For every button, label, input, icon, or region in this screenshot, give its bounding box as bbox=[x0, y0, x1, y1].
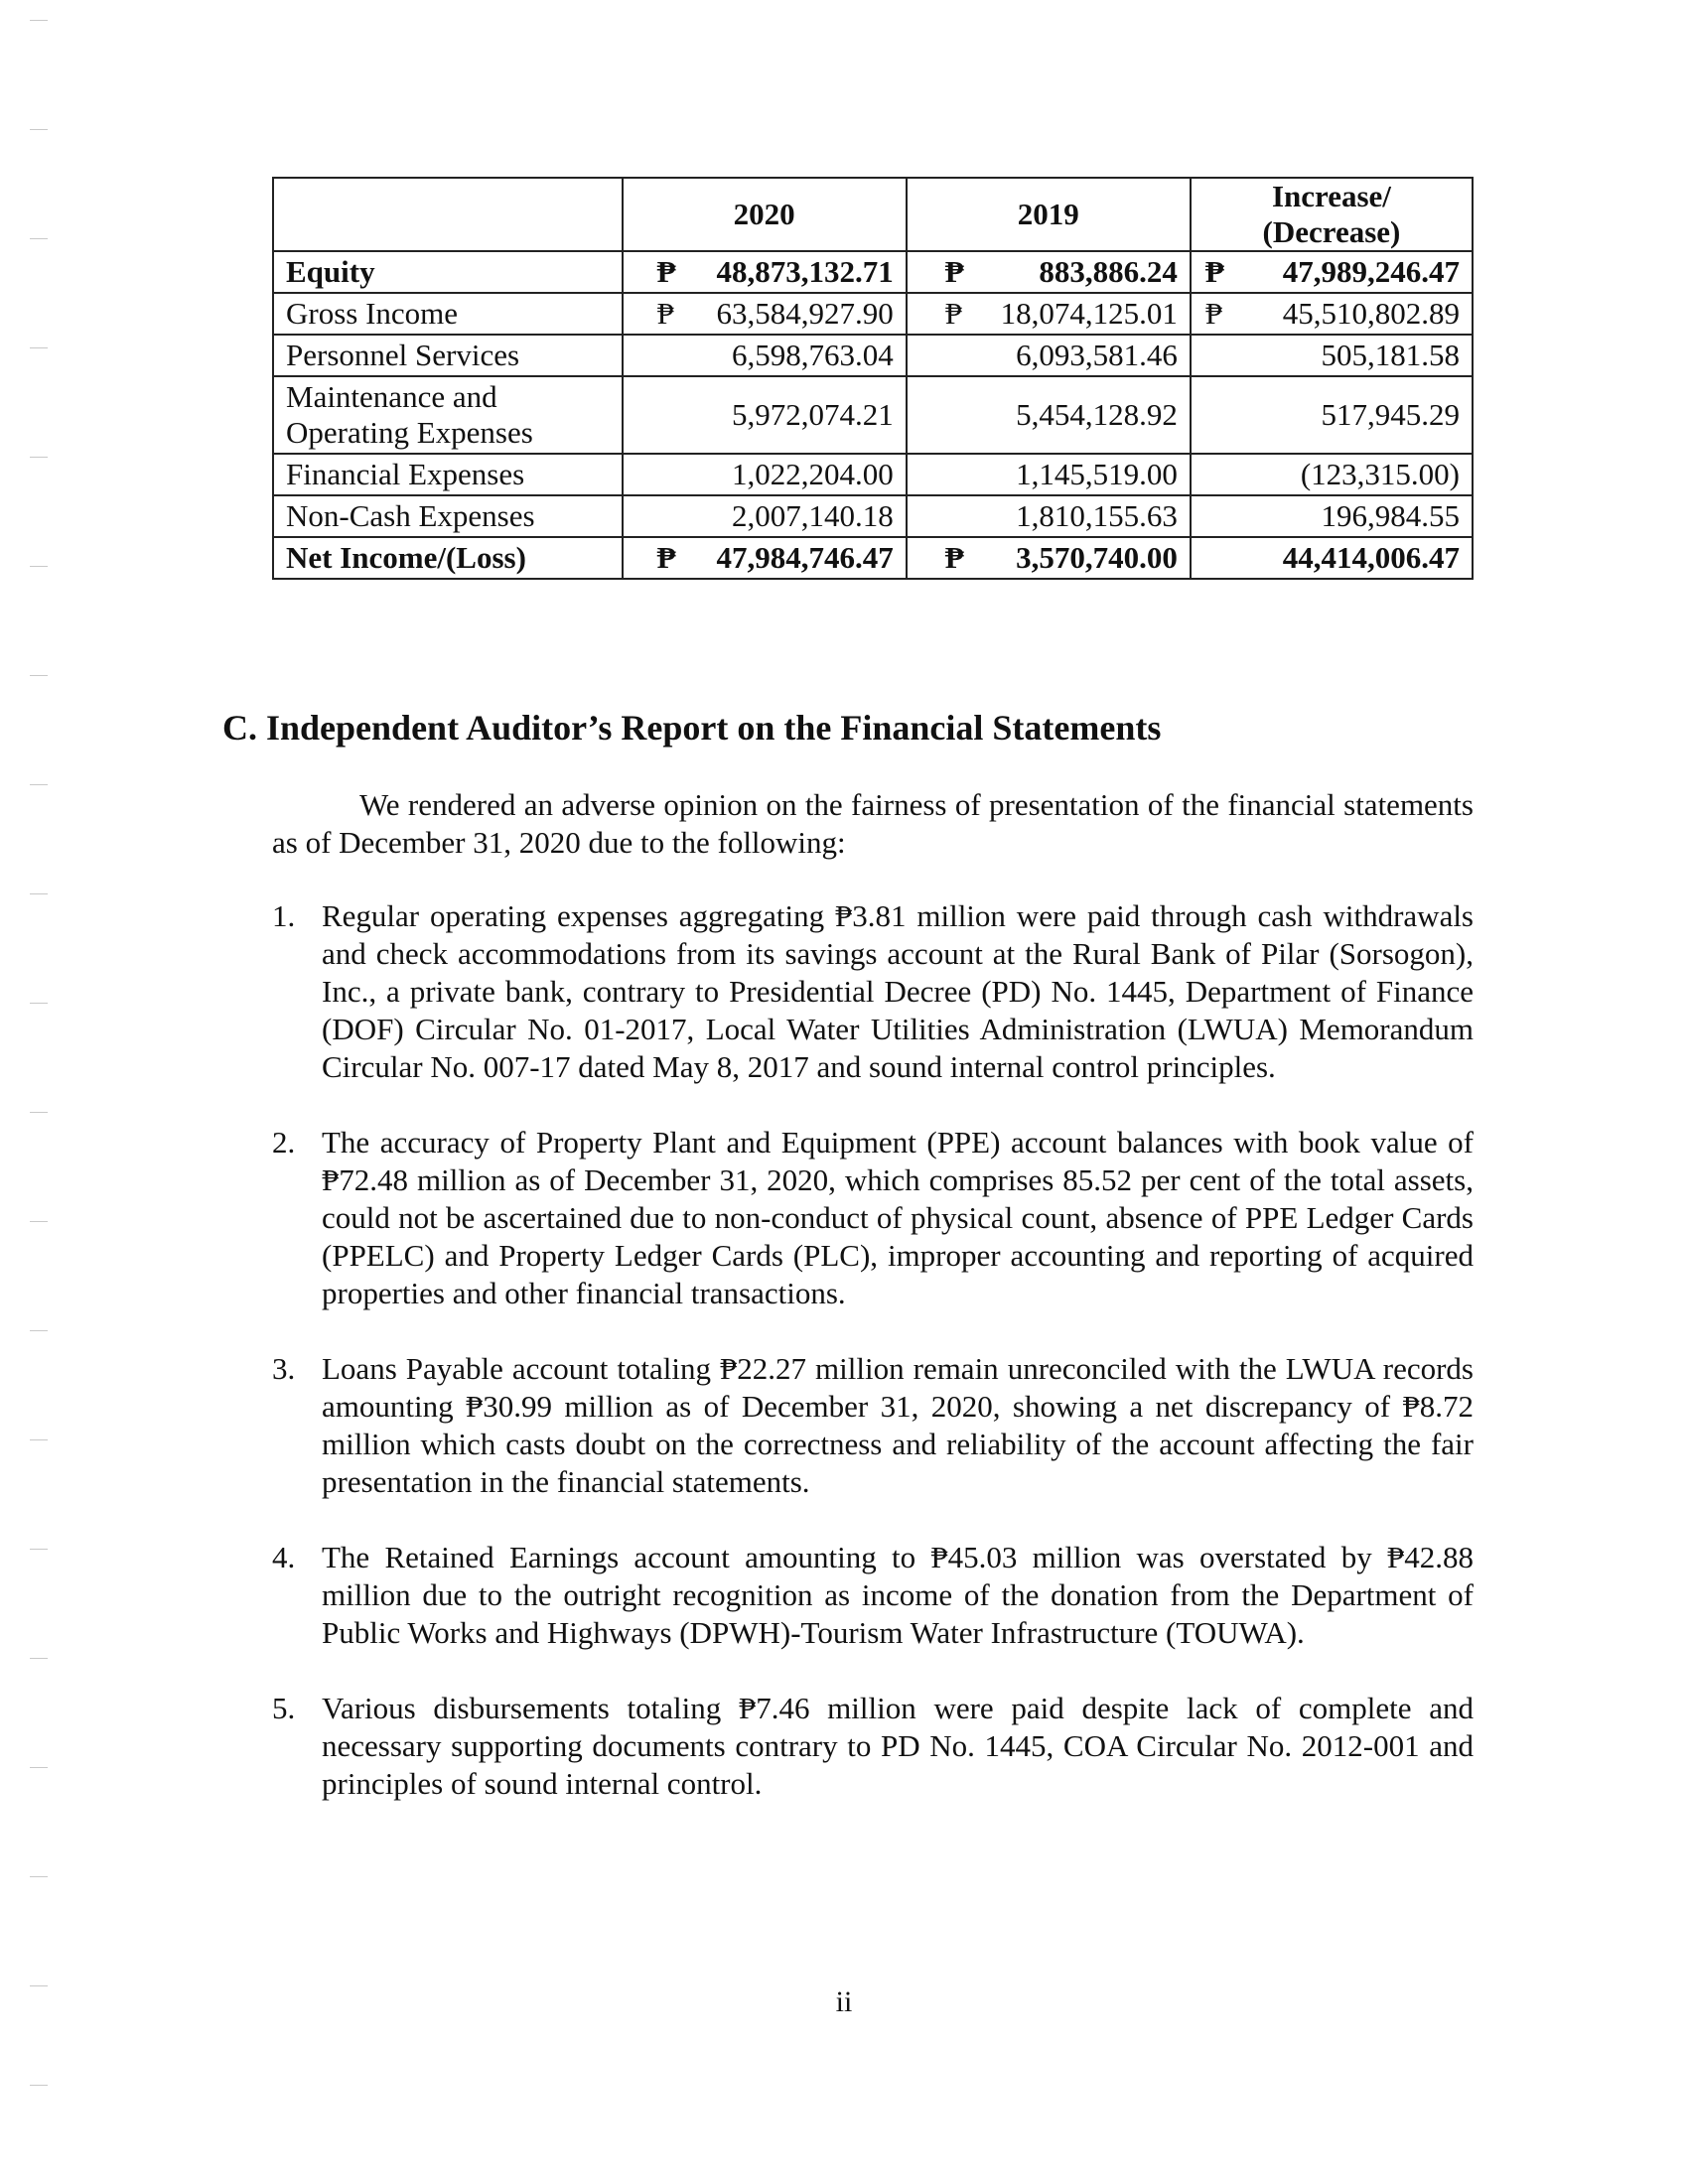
value-2020: 5,972,074.21 bbox=[623, 376, 907, 454]
table-row-equity bbox=[273, 251, 1473, 293]
finding-number: 4. bbox=[272, 1540, 296, 1574]
section-title: C. Independent Auditor’s Report on the Financial Statements bbox=[222, 708, 1162, 748]
header-increase-decrease: Increase/ (Decrease) bbox=[1191, 178, 1473, 251]
page-number: ii bbox=[835, 1985, 853, 2018]
header-2020: 2020 bbox=[623, 178, 907, 251]
value-2019: 18,074,125.01 bbox=[1000, 296, 1178, 331]
finding-item bbox=[272, 897, 1474, 1086]
finding-item bbox=[272, 1690, 1474, 1803]
value-2019: 3,570,740.00 bbox=[1016, 540, 1178, 575]
table-row-non-cash-expenses bbox=[273, 495, 1473, 537]
finding-number: 2. bbox=[272, 1125, 296, 1160]
value-change: (123,315.00) bbox=[1191, 454, 1473, 495]
financial-summary-table bbox=[272, 177, 1474, 580]
finding-text: Regular operating expenses aggregating ₱3.81 million were paid through cash withdrawals and check accommodations from its savings account at the Rural Bank of Pilar (Sorsogon), Inc., a private bank, contrary to Presidential Decree (PD) No. 1445, Department of Finance (DOF) Circular No. 01-2017, Local Water Utilities Administration (LWUA) Memorandum Circular No. 007-17 dated May 8, 2017 and sound internal control principles. bbox=[322, 898, 1474, 1084]
row-label: Maintenance and Operating Expenses bbox=[273, 376, 623, 454]
value-2019: 883,886.24 bbox=[1039, 254, 1178, 289]
peso-sign: ₱ bbox=[1204, 296, 1223, 331]
table-row-financial-expenses bbox=[273, 454, 1473, 495]
table-row-net-income bbox=[273, 537, 1473, 579]
row-label: Net Income/(Loss) bbox=[273, 537, 623, 579]
finding-number: 3. bbox=[272, 1351, 296, 1386]
table-row-mooe bbox=[273, 376, 1473, 454]
value-2019: 6,093,581.46 bbox=[907, 335, 1191, 376]
row-label: Non-Cash Expenses bbox=[273, 495, 623, 537]
value-change: 517,945.29 bbox=[1191, 376, 1473, 454]
header-blank bbox=[273, 178, 623, 251]
value-2019: 1,145,519.00 bbox=[907, 454, 1191, 495]
row-label: Personnel Services bbox=[273, 335, 623, 376]
peso-sign: ₱ bbox=[656, 296, 674, 331]
table-row-gross-income bbox=[273, 293, 1473, 335]
value-2020: 47,984,746.47 bbox=[716, 540, 894, 575]
findings-list bbox=[272, 897, 1474, 1841]
value-2020: 1,022,204.00 bbox=[623, 454, 907, 495]
value-change: 44,414,006.47 bbox=[1191, 537, 1473, 579]
finding-text: Loans Payable account totaling ₱22.27 million remain unreconciled with the LWUA records amounting ₱30.99 million as of December 31, 2020, showing a net discrepancy of ₱8.72 million which casts doubt on the correctness and reliability of the account affecting the fair presentation in the financial statements. bbox=[322, 1351, 1474, 1499]
finding-text: The accuracy of Property Plant and Equipment (PPE) account balances with book value of ₱72.48 million as of December 31, 2020, which comprises 85.52 per cent of the total assets, could not be ascertained due to non-conduct of physical count, absence of PPE Ledger Cards (PPELC) and Property Ledger Cards (PLC), improper accounting and reporting of acquired properties and other financial transactions. bbox=[322, 1125, 1474, 1310]
finding-item bbox=[272, 1539, 1474, 1652]
row-label: Financial Expenses bbox=[273, 454, 623, 495]
intro-paragraph: We rendered an adverse opinion on the fairness of presentation of the financial statements as of December 31, 2020 due to the following: bbox=[272, 787, 1474, 860]
value-2019: 1,810,155.63 bbox=[907, 495, 1191, 537]
value-2020: 63,584,927.90 bbox=[716, 296, 894, 331]
row-label: Equity bbox=[273, 251, 623, 293]
finding-text: Various disbursements totaling ₱7.46 million were paid despite lack of complete and necessary supporting documents contrary to PD No. 1445, COA Circular No. 2012-001 and principles of sound internal control. bbox=[322, 1691, 1474, 1801]
value-change: 196,984.55 bbox=[1191, 495, 1473, 537]
peso-sign: ₱ bbox=[944, 540, 964, 575]
peso-sign: ₱ bbox=[944, 296, 962, 331]
finding-item bbox=[272, 1124, 1474, 1312]
peso-sign: ₱ bbox=[656, 254, 676, 289]
row-label: Gross Income bbox=[273, 293, 623, 335]
header-2019: 2019 bbox=[907, 178, 1191, 251]
peso-sign: ₱ bbox=[656, 540, 676, 575]
finding-text: The Retained Earnings account amounting to ₱45.03 million was overstated by ₱42.88 million due to the outright recognition as income of the donation from the Department of Public Works and Highways (DPWH)-Tourism Water Infrastructure (TOUWA). bbox=[322, 1540, 1474, 1650]
value-2019: 5,454,128.92 bbox=[907, 376, 1191, 454]
peso-sign: ₱ bbox=[1204, 254, 1224, 289]
value-change: 45,510,802.89 bbox=[1282, 296, 1460, 331]
finding-number: 1. bbox=[272, 898, 296, 933]
finding-item bbox=[272, 1350, 1474, 1501]
table-header-row bbox=[273, 178, 1473, 251]
table-row-personnel-services bbox=[273, 335, 1473, 376]
value-2020: 48,873,132.71 bbox=[716, 254, 894, 289]
value-change: 47,989,246.47 bbox=[1282, 254, 1460, 289]
scanner-edge-marks bbox=[30, 20, 50, 2105]
finding-number: 5. bbox=[272, 1691, 296, 1725]
peso-sign: ₱ bbox=[944, 254, 964, 289]
value-2020: 2,007,140.18 bbox=[623, 495, 907, 537]
value-2020: 6,598,763.04 bbox=[623, 335, 907, 376]
value-change: 505,181.58 bbox=[1191, 335, 1473, 376]
